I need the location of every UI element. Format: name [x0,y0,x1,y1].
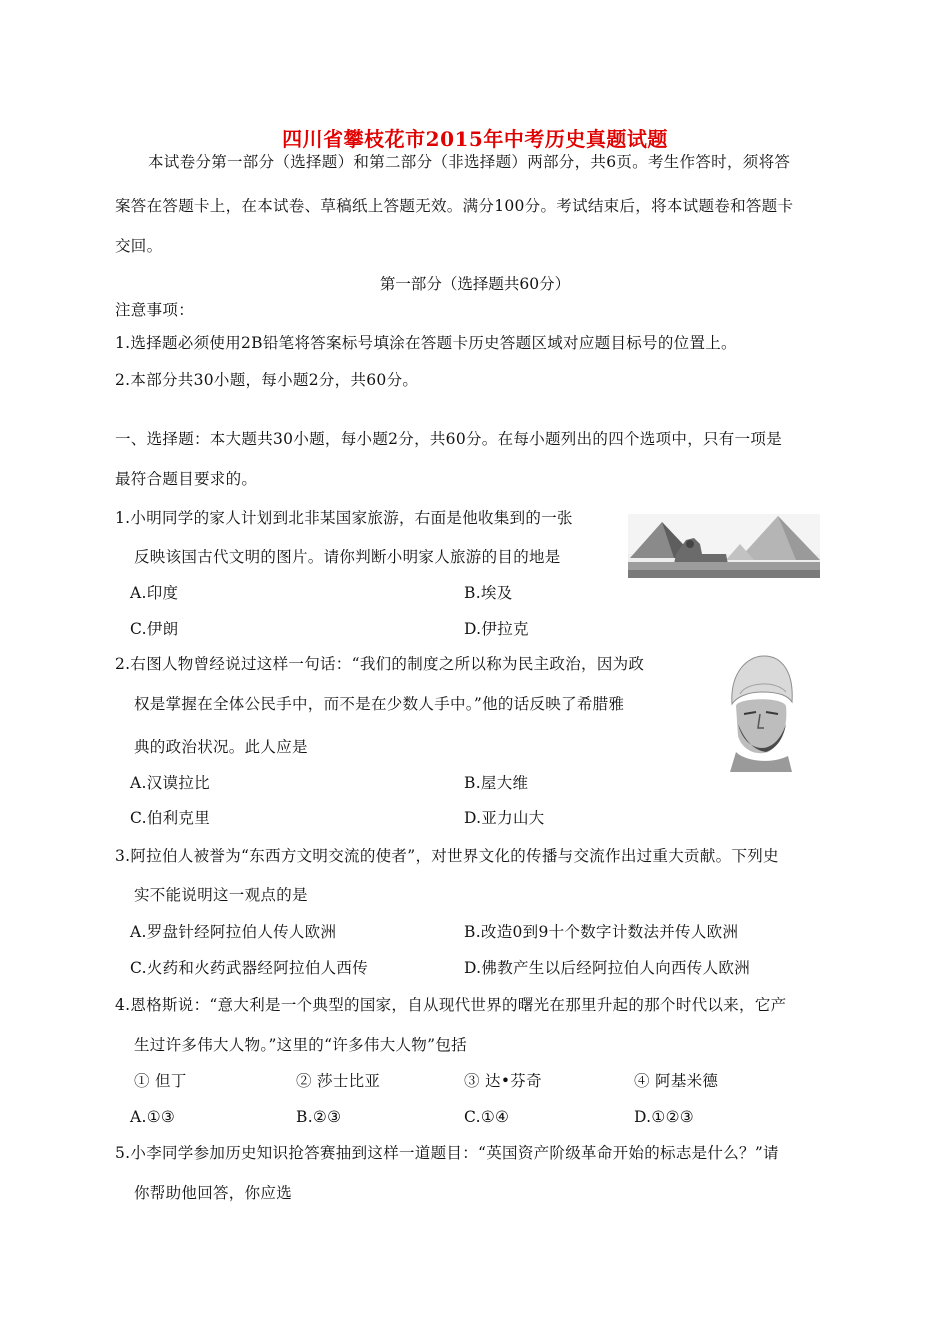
option-B: B.埃及 [464,584,513,602]
option-D: D.亚力山大 [464,809,545,827]
list-item: ③ 达•芬奇 [464,1072,542,1090]
option-A: A.印度 [130,584,179,602]
page-title: 四川省攀枝花市2015年中考历史真题试题 [282,127,668,151]
question-3-stem: 实不能说明这一观点的是 [134,886,308,904]
option-B: B.改造0到9十个数字计数法并传人欧洲 [464,923,739,941]
part1-heading: 第一部分（选择题共60分） [379,275,571,293]
notice-item: 1.选择题必须使用2B铅笔将答案标号填涂在答题卡历史答题区域对应题目标号的位置上。 [115,334,737,352]
list-item: ② 莎士比亚 [296,1072,381,1090]
section-instructions: 一、选择题：本大题共30小题，每小题2分，共60分。在每小题列出的四个选项中，只有一项是 [115,430,783,448]
list-item: ④ 阿基米德 [634,1072,719,1090]
question-3-stem: 3.阿拉伯人被誉为“东西方文明交流的使者”，对世界文化的传播与交流作出过重大贡献。下列史 [115,847,779,865]
question-5-stem: 你帮助他回答，你应选 [134,1184,293,1202]
option-C: C.伯利克里 [130,809,211,827]
option-C: C.伊朗 [130,620,179,638]
option-D: D.①②③ [634,1108,694,1126]
option-D: D.佛教产生以后经阿拉伯人向西传人欧洲 [464,959,751,977]
question-2-stem: 典的政治状况。此人应是 [134,738,308,756]
pyramids-sphinx-image [628,514,820,578]
list-item: ① 但丁 [134,1072,187,1090]
pericles-bust-image [722,652,798,772]
option-B: B.②③ [296,1108,342,1126]
option-D: D.伊拉克 [464,620,529,638]
option-A: A.汉谟拉比 [130,774,210,792]
option-C: C.火药和火药武器经阿拉伯人西传 [130,959,369,977]
option-B: B.屋大维 [464,774,529,792]
option-A: A.①③ [130,1108,176,1126]
intro-line: 交回。 [115,237,163,255]
question-2-stem: 权是掌握在全体公民手中，而不是在少数人手中。”他的话反映了希腊雅 [134,695,625,713]
question-4-stem: 生过许多伟大人物。”这里的“许多伟大人物”包括 [134,1036,467,1054]
option-C: C.①④ [464,1108,510,1126]
notice-item: 2.本部分共30小题，每小题2分，共60分。 [115,371,419,389]
intro-line: 案答在答题卡上，在本试卷、草稿纸上答题无效。满分100分。考试结束后，将本试题卷和答题卡 [115,197,794,215]
question-1-stem: 反映该国古代文明的图片。请你判断小明家人旅游的目的地是 [134,548,561,566]
notice-label: 注意事项： [115,301,195,319]
question-5-stem: 5.小李同学参加历史知识抢答赛抽到这样一道题目：“英国资产阶级革命开始的标志是什么？”请 [115,1144,779,1162]
section-instructions: 最符合题目要求的。 [115,470,258,488]
question-4-stem: 4.恩格斯说：“意大利是一个典型的国家，自从现代世界的曙光在那里升起的那个时代以来，它产 [115,996,787,1014]
intro-line: 本试卷分第一部分（选择题）和第二部分（非选择题）两部分，共6页。考生作答时，须将答 [148,153,791,171]
question-2-stem: 2.右图人物曾经说过这样一句话：“我们的制度之所以称为民主政治，因为政 [115,655,645,673]
question-1-stem: 1.小明同学的家人计划到北非某国家旅游，右面是他收集到的一张 [115,509,573,527]
option-A: A.罗盘针经阿拉伯人传人欧洲 [130,923,337,941]
